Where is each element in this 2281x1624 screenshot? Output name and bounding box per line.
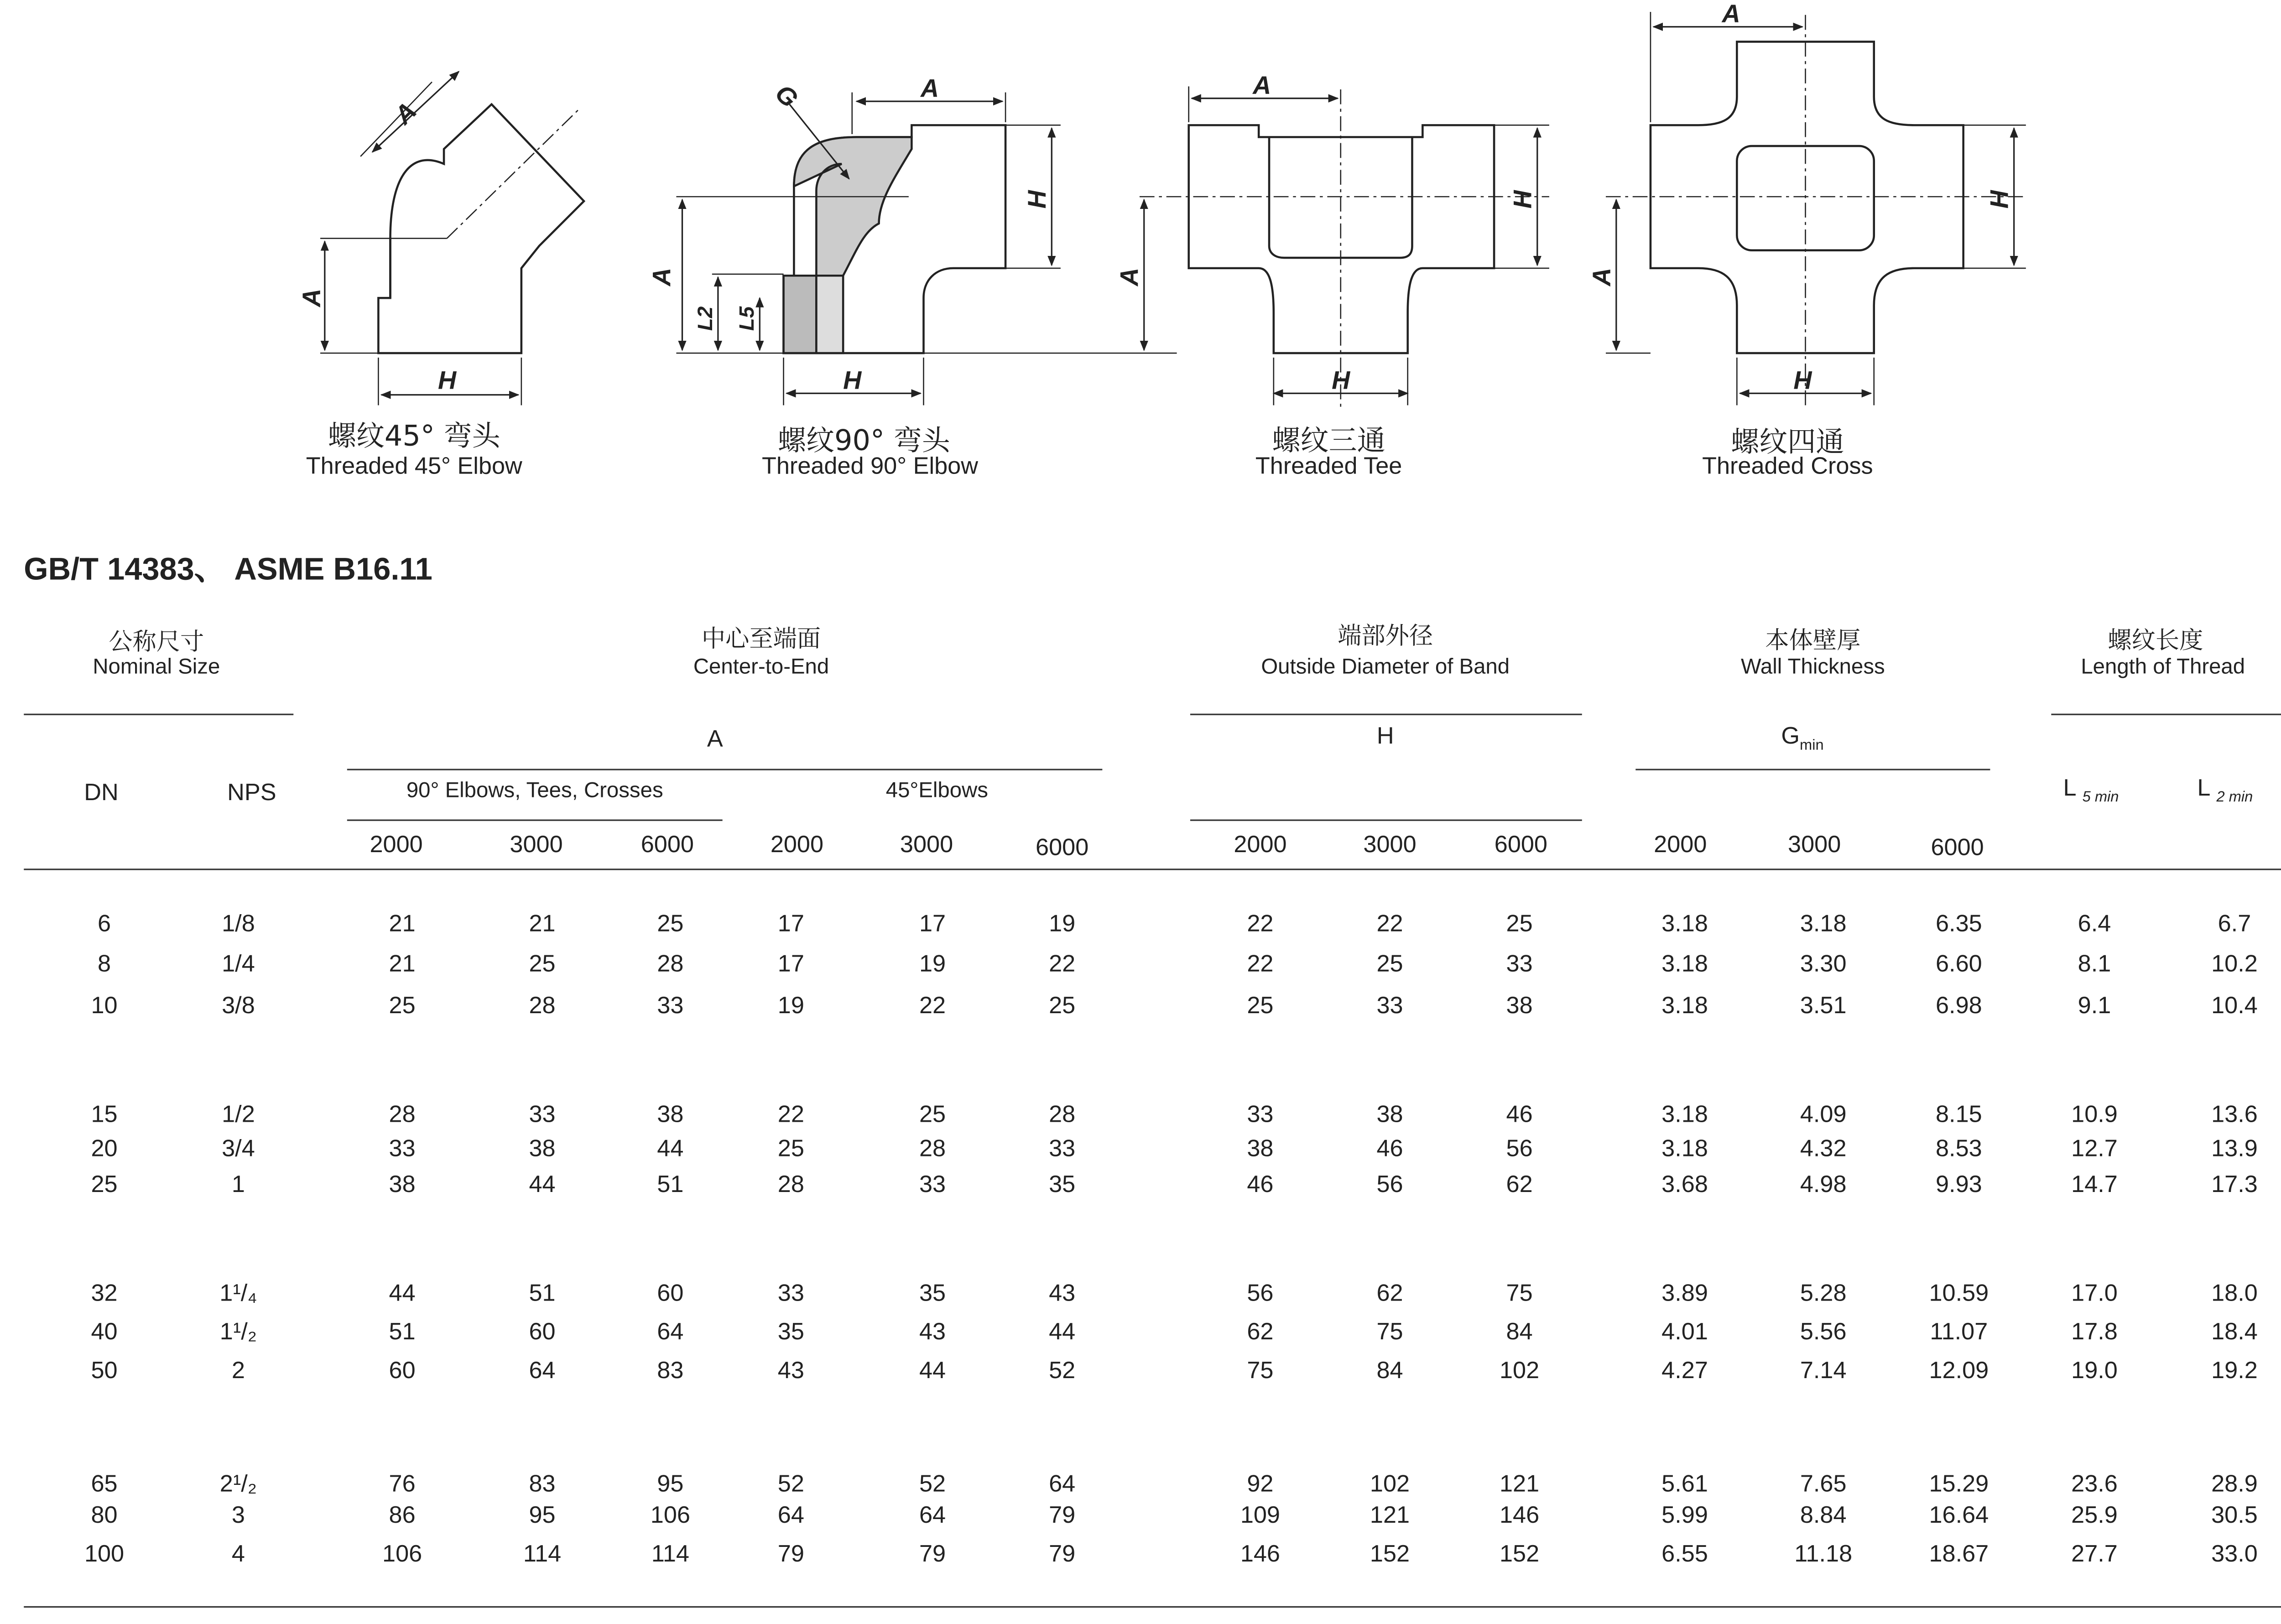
table-cell: 152 (1370, 1542, 1410, 1567)
table-cell: 16.64 (1929, 1503, 1989, 1529)
table-cell: 44 (529, 1172, 556, 1198)
table-cell: 46 (1506, 1102, 1533, 1128)
class-header: 6000 (1036, 836, 1089, 861)
dim-label: H (1508, 190, 1537, 209)
table-cell: 121 (1370, 1503, 1410, 1529)
table-cell: 22 (1247, 952, 1274, 978)
table-cell: 35 (777, 1320, 804, 1346)
table-cell: 28 (1049, 1102, 1076, 1128)
table-cell: 38 (1376, 1102, 1403, 1128)
table-cell: 6.98 (1936, 994, 1982, 1020)
table-cell: 86 (389, 1503, 416, 1529)
table-cell: 33 (657, 994, 684, 1020)
table-cell: 22 (919, 994, 946, 1020)
table-cell: 22 (777, 1102, 804, 1128)
table-cell: 75 (1376, 1320, 1403, 1346)
table-cell: 28 (389, 1102, 416, 1128)
table-cell: 10.59 (1929, 1281, 1989, 1307)
table-cell: 3.18 (1661, 911, 1708, 937)
table-cell: 17.3 (2211, 1172, 2258, 1198)
class-header: 2000 (370, 833, 423, 859)
table-cell: 33 (1247, 1102, 1274, 1128)
table-cell: 17.0 (2071, 1281, 2118, 1307)
table-cell: 43 (777, 1359, 804, 1385)
table-cell-nps: 4 (231, 1542, 245, 1567)
table-cell: 38 (389, 1172, 416, 1198)
table-cell-dn: 32 (91, 1281, 118, 1307)
elbow-45-drawing (320, 72, 584, 406)
table-cell-dn: 25 (91, 1172, 118, 1198)
dim-label: H (437, 366, 457, 395)
table-cell: 44 (1049, 1320, 1076, 1346)
table-cell: 46 (1376, 1137, 1403, 1162)
table-cell-dn: 15 (91, 1102, 118, 1128)
header-90-elbows: 90° Elbows, Tees, Crosses (406, 779, 663, 803)
dim-label: H (843, 366, 862, 395)
header-rule (2051, 713, 2281, 715)
dim-label: A (647, 267, 676, 286)
table-cell: 14.7 (2071, 1172, 2118, 1198)
table-cell: 25 (777, 1137, 804, 1162)
table-cell: 25 (1049, 994, 1076, 1020)
table-cell-dn: 8 (98, 952, 111, 978)
table-cell: 25.9 (2071, 1503, 2118, 1529)
table-cell: 4.27 (1661, 1359, 1708, 1385)
table-cell: 35 (919, 1281, 946, 1307)
table-cell: 64 (657, 1320, 684, 1346)
table-cell: 44 (657, 1137, 684, 1162)
table-cell: 60 (529, 1320, 556, 1346)
table-cell: 27.7 (2071, 1542, 2118, 1567)
class-header: 6000 (1931, 836, 1984, 861)
table-cell: 3.51 (1800, 994, 1847, 1020)
table-cell-nps: 3/8 (222, 994, 255, 1020)
dim-label: A (1722, 0, 1740, 28)
table-cell: 3.18 (1661, 1137, 1708, 1162)
table-cell: 12.7 (2071, 1137, 2118, 1162)
table-cell: 17 (777, 911, 804, 937)
tee-drawing (1140, 86, 1549, 410)
table-cell: 3.18 (1661, 994, 1708, 1020)
caption-45-cn: 螺纹45° 弯头 (328, 420, 500, 453)
table-cell: 25 (919, 1102, 946, 1128)
header-od-cn: 端部外径 (1338, 621, 1433, 650)
table-cell: 10.9 (2071, 1102, 2118, 1128)
table-cell: 79 (1049, 1503, 1076, 1529)
table-cell: 22 (1049, 952, 1076, 978)
table-cell: 25 (657, 911, 684, 937)
caption-cross-cn: 螺纹四通 (1731, 426, 1844, 459)
table-cell: 25 (1506, 911, 1533, 937)
table-cell: 62 (1506, 1172, 1533, 1198)
header-thread-cn: 螺纹长度 (2108, 625, 2203, 654)
dim-label: L5 (735, 306, 759, 331)
header-dn: DN (84, 781, 119, 806)
header-H: H (1376, 724, 1394, 750)
table-cell-dn: 10 (91, 994, 118, 1020)
table-cell: 4.98 (1800, 1172, 1847, 1198)
table-cell: 64 (1049, 1472, 1076, 1498)
table-cell-dn: 20 (91, 1137, 118, 1162)
table-cell: 152 (1499, 1542, 1540, 1567)
table-cell: 3.18 (1800, 911, 1847, 937)
table-cell: 33.0 (2211, 1542, 2258, 1567)
dim-label: A (1253, 71, 1271, 99)
table-cell: 13.9 (2211, 1137, 2258, 1162)
table-cell: 25 (1247, 994, 1274, 1020)
class-header: 6000 (641, 833, 694, 859)
dim-label: H (1985, 190, 2014, 209)
dim-label: H (1332, 366, 1350, 395)
table-cell: 5.56 (1800, 1320, 1847, 1346)
table-cell-nps: 1 (231, 1172, 245, 1198)
table-cell: 12.09 (1929, 1359, 1989, 1385)
table-cell: 62 (1376, 1281, 1403, 1307)
table-cell: 38 (1506, 994, 1533, 1020)
dim-label: H (1793, 366, 1812, 395)
dim-label: L2 (693, 306, 717, 331)
table-cell: 83 (529, 1472, 556, 1498)
table-cell-nps: 2 (231, 1359, 245, 1385)
table-cell: 56 (1376, 1172, 1403, 1198)
table-cell-dn: 6 (98, 911, 111, 937)
table-cell-dn: 100 (84, 1542, 125, 1567)
standard-title: GB/T 14383、 ASME B16.11 (24, 552, 432, 587)
table-cell: 5.28 (1800, 1281, 1847, 1307)
table-cell: 7.65 (1800, 1472, 1847, 1498)
table-cell: 79 (919, 1542, 946, 1567)
table-cell: 21 (389, 952, 416, 978)
table-cell: 38 (1247, 1137, 1274, 1162)
class-header: 3000 (900, 833, 953, 859)
class-header: 2000 (770, 833, 824, 859)
table-cell: 6.7 (2218, 911, 2251, 937)
table-cell: 8.84 (1800, 1503, 1847, 1529)
table-cell: 22 (1247, 911, 1274, 937)
table-cell: 10.2 (2211, 952, 2258, 978)
table-cell: 28 (529, 994, 556, 1020)
table-cell: 23.6 (2071, 1472, 2118, 1498)
table-cell: 109 (1240, 1503, 1281, 1529)
dim-label: A (1587, 267, 1616, 286)
table-cell: 33 (1049, 1137, 1076, 1162)
caption-tee-cn: 螺纹三通 (1272, 424, 1385, 458)
dim-label: A (1115, 267, 1144, 286)
table-cell: 25 (1376, 952, 1403, 978)
header-nominal-cn: 公称尺寸 (109, 627, 204, 656)
header-A: A (707, 727, 723, 753)
table-cell: 7.14 (1800, 1359, 1847, 1385)
table-cell: 18.4 (2211, 1320, 2258, 1346)
table-cell: 51 (529, 1281, 556, 1307)
header-nominal-en: Nominal Size (93, 656, 220, 680)
table-cell-dn: 50 (91, 1359, 118, 1385)
table-cell: 92 (1247, 1472, 1274, 1498)
header-nps: NPS (227, 781, 276, 806)
table-cell-nps: 1/8 (222, 911, 255, 937)
table-cell-nps: 1/4 (222, 952, 255, 978)
table-cell: 102 (1370, 1472, 1410, 1498)
table-cell: 8.53 (1936, 1137, 1982, 1162)
table-cell: 146 (1240, 1542, 1281, 1567)
table-cell-nps: 1¹/₂ (219, 1320, 257, 1346)
table-cell: 121 (1499, 1472, 1540, 1498)
header-rule (347, 769, 1103, 770)
table-cell: 114 (523, 1542, 562, 1567)
header-od-en: Outside Diameter of Band (1261, 656, 1510, 680)
class-header: 3000 (1788, 833, 1841, 859)
table-cell: 51 (657, 1172, 684, 1198)
table-cell: 64 (529, 1359, 556, 1385)
table-cell: 60 (389, 1359, 416, 1385)
table-cell: 15.29 (1929, 1472, 1989, 1498)
elbow-90-drawing (676, 92, 1177, 405)
header-rule (24, 869, 2281, 870)
table-cell: 43 (1049, 1281, 1076, 1307)
header-center-en: Center-to-End (693, 656, 829, 680)
class-header: 3000 (510, 833, 563, 859)
header-l2: L $_{2 min}$ (2197, 776, 2253, 807)
table-bottom-rule (24, 1606, 2281, 1608)
table-cell: 33 (1376, 994, 1403, 1020)
table-cell: 28 (657, 952, 684, 978)
class-header: 2000 (1654, 833, 1707, 859)
table-cell: 30.5 (2211, 1503, 2258, 1529)
table-cell-nps: 1/2 (222, 1102, 255, 1128)
table-cell: 33 (1506, 952, 1533, 978)
table-cell: 6.55 (1661, 1542, 1708, 1567)
class-header: 3000 (1363, 833, 1417, 859)
table-cell: 106 (650, 1503, 690, 1529)
table-cell: 11.18 (1794, 1542, 1853, 1567)
table-cell: 8.15 (1936, 1102, 1982, 1128)
table-cell: 146 (1499, 1503, 1540, 1529)
table-cell: 79 (1049, 1542, 1076, 1567)
table-cell: 106 (382, 1542, 422, 1567)
header-G: $G_{min}$ (1781, 724, 1824, 755)
table-cell: 19 (777, 994, 804, 1020)
table-cell: 33 (777, 1281, 804, 1307)
table-cell-nps: 1¹/₄ (219, 1281, 257, 1307)
table-cell: 79 (777, 1542, 804, 1567)
table-cell: 4.32 (1800, 1137, 1847, 1162)
table-cell: 19 (1049, 911, 1076, 937)
table-cell: 3.68 (1661, 1172, 1708, 1198)
table-cell: 43 (919, 1320, 946, 1346)
header-rule (1190, 713, 1582, 715)
table-cell: 5.61 (1661, 1472, 1708, 1498)
table-cell: 13.6 (2211, 1102, 2258, 1128)
header-wall-en: Wall Thickness (1740, 656, 1885, 680)
table-cell: 33 (529, 1102, 556, 1128)
header-rule (1635, 769, 1990, 770)
table-cell: 35 (1049, 1172, 1076, 1198)
table-cell: 33 (919, 1172, 946, 1198)
table-cell: 95 (529, 1503, 556, 1529)
table-cell: 3.18 (1661, 952, 1708, 978)
table-cell: 4.01 (1661, 1320, 1708, 1346)
header-l5: L $_{5 min}$ (2063, 776, 2119, 807)
table-cell: 51 (389, 1320, 416, 1346)
class-header: 6000 (1494, 833, 1547, 859)
table-cell: 6.4 (2078, 911, 2111, 937)
header-rule (1190, 819, 1582, 821)
table-cell: 21 (529, 911, 556, 937)
table-cell-nps: 3/4 (222, 1137, 255, 1162)
table-cell: 19.0 (2071, 1359, 2118, 1385)
table-cell: 60 (657, 1281, 684, 1307)
table-cell-nps: 3 (231, 1503, 245, 1529)
caption-cross-en: Threaded Cross (1702, 454, 1873, 480)
table-cell: 64 (919, 1503, 946, 1529)
table-cell: 84 (1506, 1320, 1533, 1346)
dim-label: G (769, 79, 804, 113)
table-cell: 52 (1049, 1359, 1076, 1385)
table-cell: 21 (389, 911, 416, 937)
caption-90-en: Threaded 90° Elbow (761, 454, 978, 480)
dim-label: A (389, 97, 422, 130)
table-cell: 9.1 (2078, 994, 2111, 1020)
table-cell: 76 (389, 1472, 416, 1498)
table-cell: 17 (919, 911, 946, 937)
table-cell-dn: 80 (91, 1503, 118, 1529)
table-cell: 46 (1247, 1172, 1274, 1198)
table-cell: 114 (651, 1542, 690, 1567)
table-cell: 19 (919, 952, 946, 978)
header-rule (347, 819, 723, 821)
table-cell: 75 (1247, 1359, 1274, 1385)
table-cell: 84 (1376, 1359, 1403, 1385)
table-cell: 38 (529, 1137, 556, 1162)
table-cell: 83 (657, 1359, 684, 1385)
table-cell: 28 (777, 1172, 804, 1198)
table-cell: 8.1 (2078, 952, 2111, 978)
table-cell: 4.09 (1800, 1102, 1847, 1128)
table-cell: 9.93 (1936, 1172, 1982, 1198)
table-cell: 75 (1506, 1281, 1533, 1307)
table-cell: 62 (1247, 1320, 1274, 1346)
table-cell: 44 (389, 1281, 416, 1307)
header-center-cn: 中心至端面 (701, 624, 821, 653)
table-cell: 52 (919, 1472, 946, 1498)
table-cell: 95 (657, 1472, 684, 1498)
table-cell: 6.35 (1936, 911, 1982, 937)
table-cell-dn: 65 (91, 1472, 118, 1498)
table-cell: 17 (777, 952, 804, 978)
table-cell: 3.30 (1800, 952, 1847, 978)
table-cell: 56 (1506, 1137, 1533, 1162)
table-cell: 11.07 (1930, 1320, 1988, 1346)
caption-45-en: Threaded 45° Elbow (306, 454, 522, 480)
caption-90-cn: 螺纹90° 弯头 (777, 424, 950, 458)
table-cell: 17.8 (2071, 1320, 2118, 1346)
table-cell: 5.99 (1661, 1503, 1708, 1529)
table-cell: 25 (389, 994, 416, 1020)
dim-label: A (920, 74, 939, 103)
header-rule (24, 713, 293, 715)
table-cell-dn: 40 (91, 1320, 118, 1346)
table-cell: 10.4 (2211, 994, 2258, 1020)
header-45-elbows: 45°Elbows (885, 779, 988, 803)
table-cell: 28.9 (2211, 1472, 2258, 1498)
table-cell: 64 (777, 1503, 804, 1529)
header-wall-cn: 本体壁厚 (1765, 625, 1861, 654)
table-cell: 25 (529, 952, 556, 978)
table-cell-nps: 2¹/₂ (219, 1472, 257, 1498)
table-cell: 38 (657, 1102, 684, 1128)
table-cell: 19.2 (2211, 1359, 2258, 1385)
table-cell: 56 (1247, 1281, 1274, 1307)
table-cell: 33 (389, 1137, 416, 1162)
table-cell: 28 (919, 1137, 946, 1162)
caption-tee-en: Threaded Tee (1255, 454, 1402, 480)
table-cell: 18.67 (1929, 1542, 1989, 1567)
table-cell: 44 (919, 1359, 946, 1385)
table-cell: 22 (1376, 911, 1403, 937)
table-cell: 52 (777, 1472, 804, 1498)
dim-label: H (1023, 190, 1052, 209)
table-cell: 3.18 (1661, 1102, 1708, 1128)
table-cell: 18.0 (2211, 1281, 2258, 1307)
table-cell: 102 (1499, 1359, 1540, 1385)
table-cell: 3.89 (1661, 1281, 1708, 1307)
header-thread-en: Length of Thread (2081, 656, 2245, 680)
table-cell: 6.60 (1936, 952, 1982, 978)
dim-label: A (297, 288, 326, 307)
cross-drawing (1606, 12, 2026, 410)
class-header: 2000 (1234, 833, 1287, 859)
